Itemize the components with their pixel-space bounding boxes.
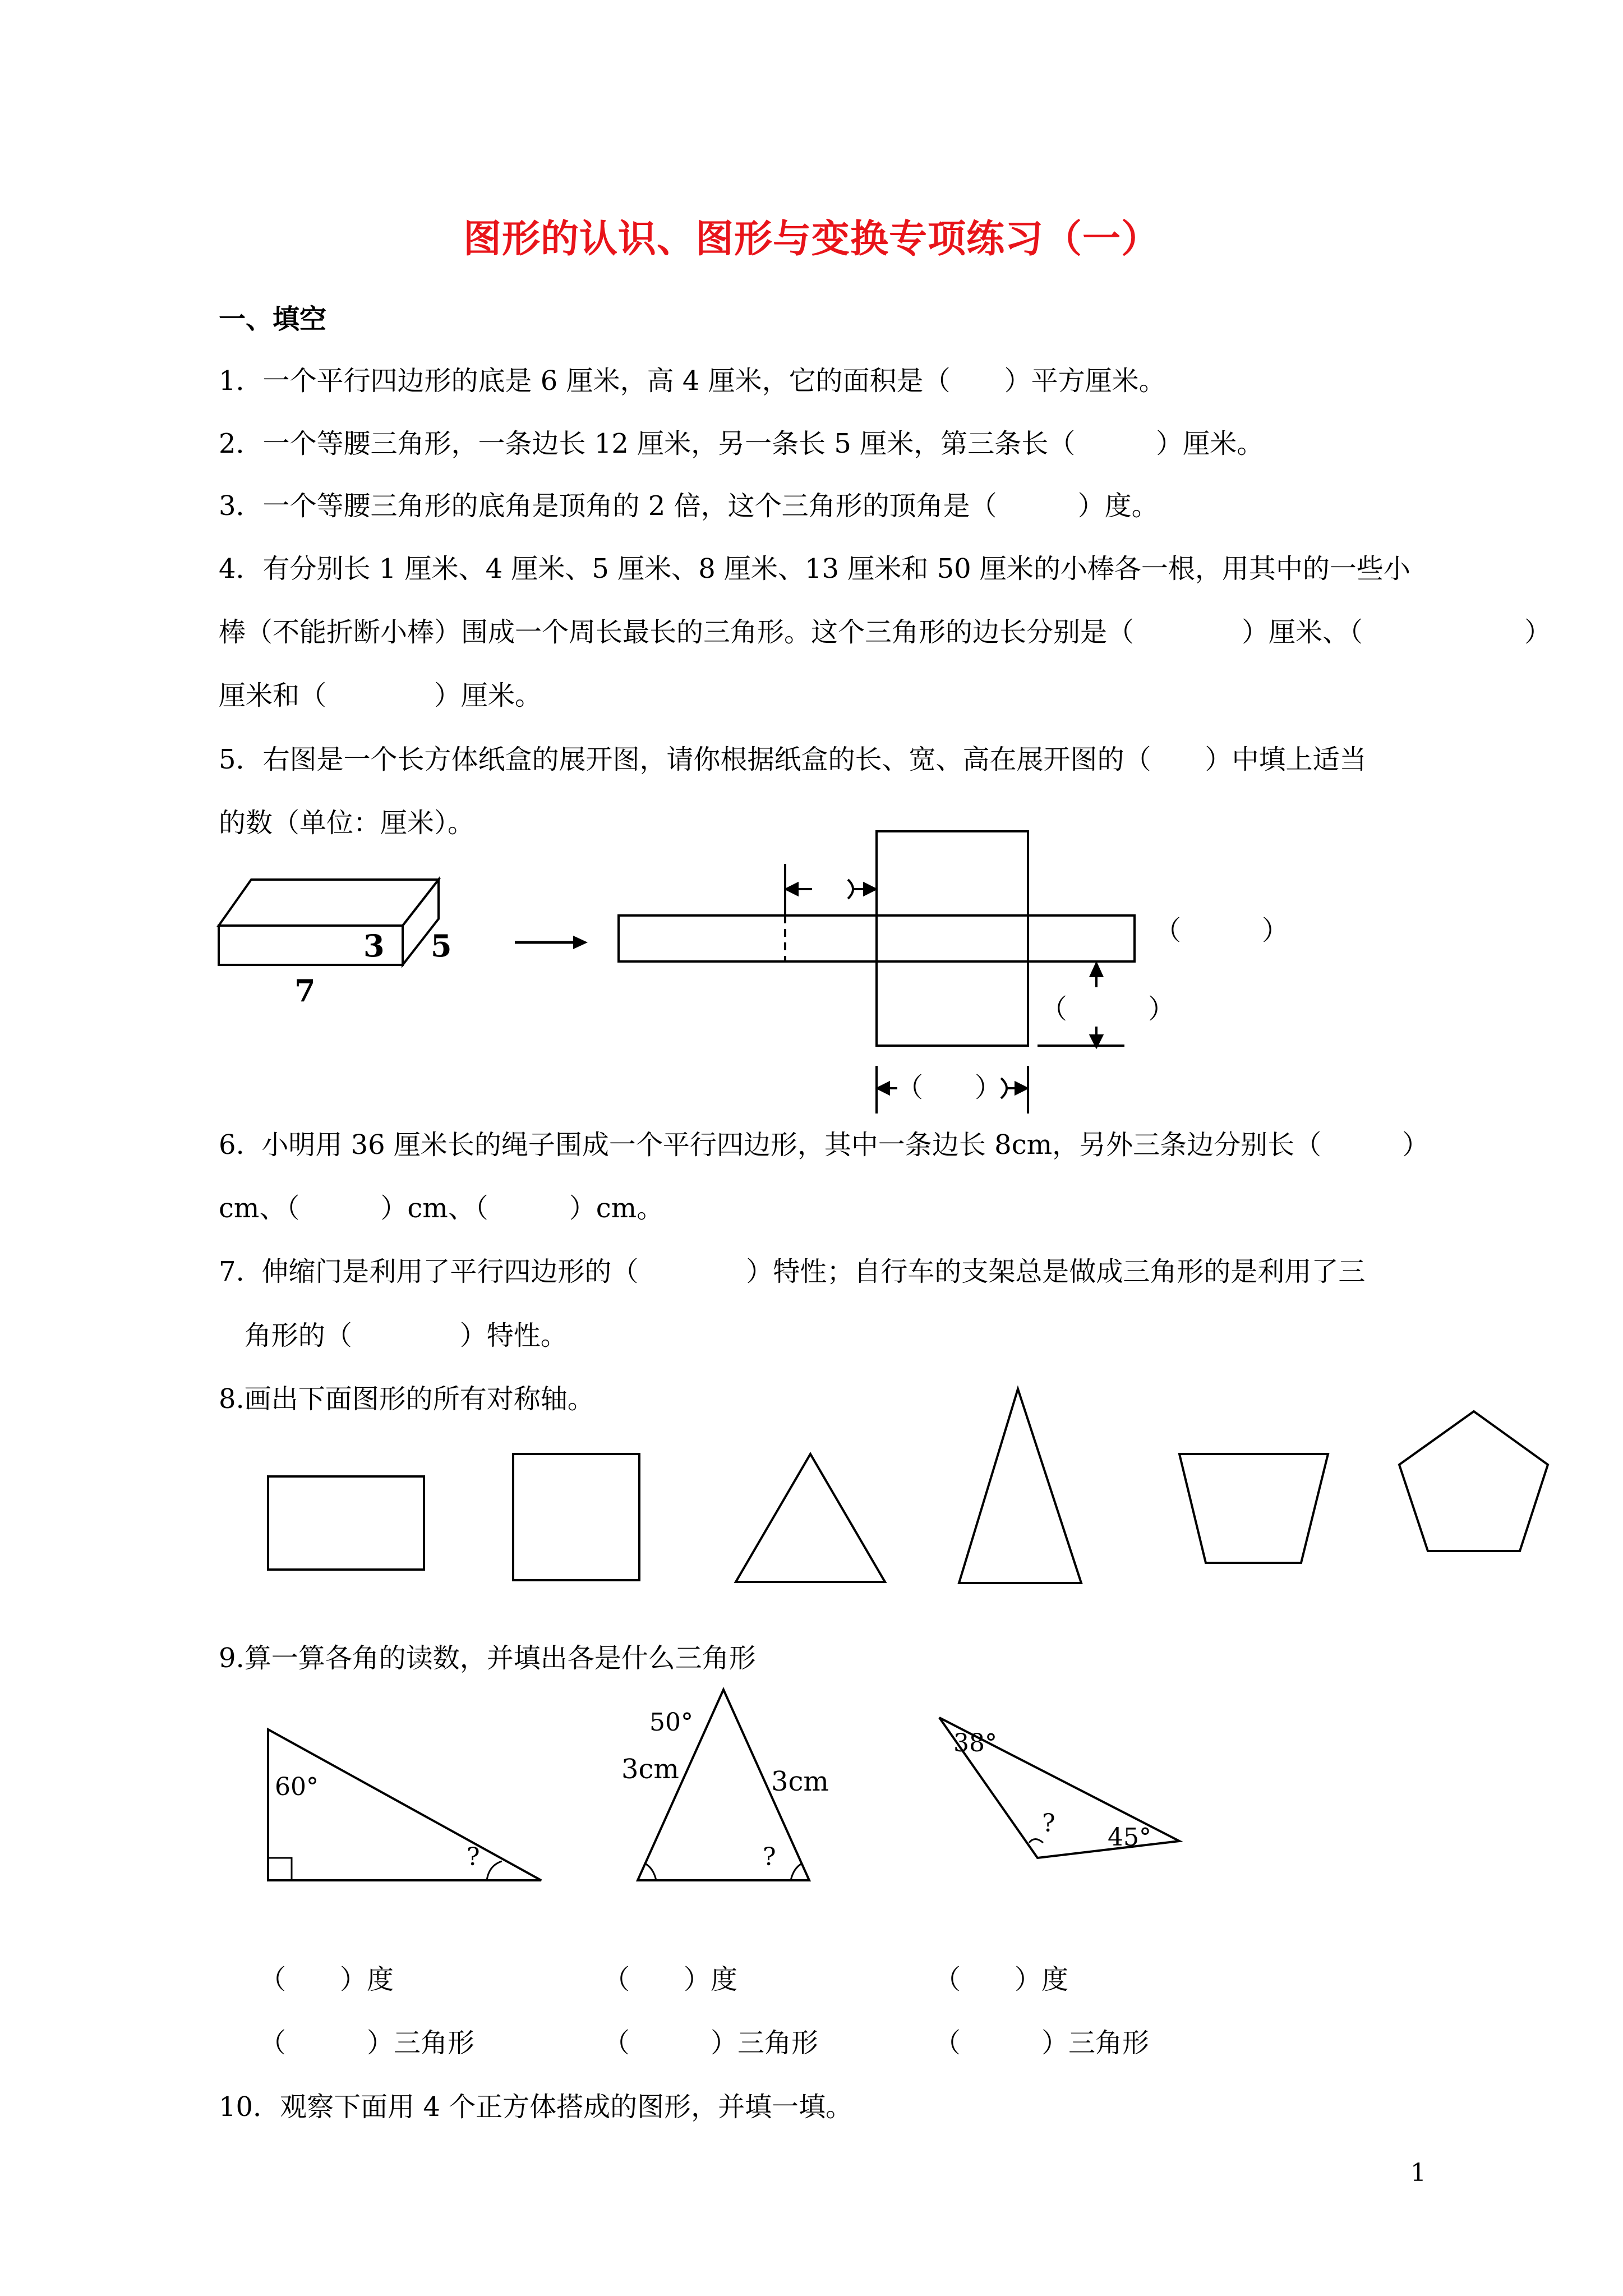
- box-net-figure: [213, 819, 1447, 1122]
- tri3-degree-blank: （ ）度: [934, 1964, 1069, 1995]
- question-9: 9.算一算各角的读数，并填出各是什么三角形: [219, 1642, 756, 1674]
- question-8: 8.画出下面图形的所有对称轴。: [219, 1383, 594, 1415]
- question-4-line2: 棒（不能折断小棒）围成一个周长最长的三角形。这个三角形的边长分别是（ ）厘米、（ ）: [219, 616, 1552, 648]
- question-6-line1: 6. 小明用 36 厘米长的绳子围成一个平行四边形，其中一条边长 8cm，另外三条边分别长（ ）: [219, 1129, 1430, 1161]
- net-mid-blank: （ ）: [1040, 993, 1175, 1025]
- equilateral-triangle-shape: [736, 1454, 885, 1582]
- tri2-top-angle: 50°: [649, 1708, 693, 1737]
- trapezoid-shape: [1179, 1454, 1328, 1563]
- tri2-type-blank: （ ）三角形: [603, 2027, 819, 2059]
- box-width-label: 5: [431, 928, 452, 964]
- question-5-line2: 的数（单位：厘米）。: [219, 807, 475, 839]
- symmetry-shapes: [247, 1380, 1570, 1593]
- net-right-blank: （ ）: [1154, 915, 1289, 946]
- section-heading: 一、填空: [219, 303, 327, 335]
- cuboid-diagram: [219, 880, 439, 965]
- arrow-icon: [515, 936, 588, 949]
- tri1-unknown: ?: [467, 1843, 480, 1871]
- question-5-line1: 5．右图是一个长方体纸盒的展开图，请你根据纸盒的长、宽、高在展开图的（ ）中填上适当: [219, 744, 1367, 775]
- rectangle-shape: [268, 1476, 424, 1570]
- net-bottom-left-paren: （: [896, 1072, 924, 1103]
- tri2-right-side: 3cm: [771, 1766, 829, 1797]
- question-6-line2: cm、（ ）cm、（ ）cm。: [219, 1193, 664, 1224]
- right-triangle: [268, 1729, 541, 1880]
- question-7-line2: 角形的（ ）特性。: [219, 1320, 568, 1351]
- question-7-line1: 7. 伸缩门是利用了平行四边形的（ ）特性；自行车的支架总是做成三角形的是利用了三: [219, 1256, 1366, 1287]
- question-4-line3: 厘米和（ ）厘米。: [219, 680, 542, 711]
- net-bottom-right-paren: ）: [975, 1072, 1002, 1103]
- square-shape: [513, 1454, 639, 1580]
- box-height-label: 3: [363, 928, 385, 964]
- page-number: 1: [1410, 2159, 1426, 2187]
- tri3-angle-a: 38°: [953, 1729, 997, 1757]
- tri2-unknown: ?: [763, 1843, 776, 1871]
- tri1-degree-blank: （ ）度: [259, 1964, 394, 1995]
- question-4-line1: 4．有分别长 1 厘米、4 厘米、5 厘米、8 厘米、13 厘米和 50 厘米的小棒各一根，用其中的一些小: [219, 553, 1410, 585]
- tri2-left-side: 3cm: [621, 1754, 679, 1785]
- page-title: 图形的认识、图形与变换专项练习（一）: [463, 217, 1160, 261]
- isosceles-triangle-shape: [959, 1389, 1081, 1583]
- tri3-unknown: ?: [1042, 1809, 1055, 1838]
- box-length-label: 7: [294, 973, 316, 1009]
- pentagon-shape: [1399, 1411, 1548, 1551]
- top-dimension-marker: [785, 864, 877, 915]
- tri1-type-blank: （ ）三角形: [259, 2027, 475, 2059]
- question-2: 2．一个等腰三角形，一条边长 12 厘米，另一条长 5 厘米，第三条长（ ）厘米。: [219, 428, 1264, 459]
- tri3-angle-b: 45°: [1108, 1823, 1151, 1852]
- question-1: 1．一个平行四边形的底是 6 厘米，高 4 厘米，它的面积是（ ）平方厘米。: [219, 365, 1166, 397]
- tri3-type-blank: （ ）三角形: [934, 2027, 1150, 2059]
- question-3: 3．一个等腰三角形的底角是顶角的 2 倍，这个三角形的顶角是（ ）度。: [219, 490, 1159, 522]
- question-10: 10．观察下面用 4 个正方体搭成的图形，并填一填。: [219, 2091, 853, 2123]
- angle-triangles: [247, 1672, 1211, 1896]
- tri2-degree-blank: （ ）度: [603, 1964, 738, 1995]
- tri1-angle-label: 60°: [275, 1773, 319, 1801]
